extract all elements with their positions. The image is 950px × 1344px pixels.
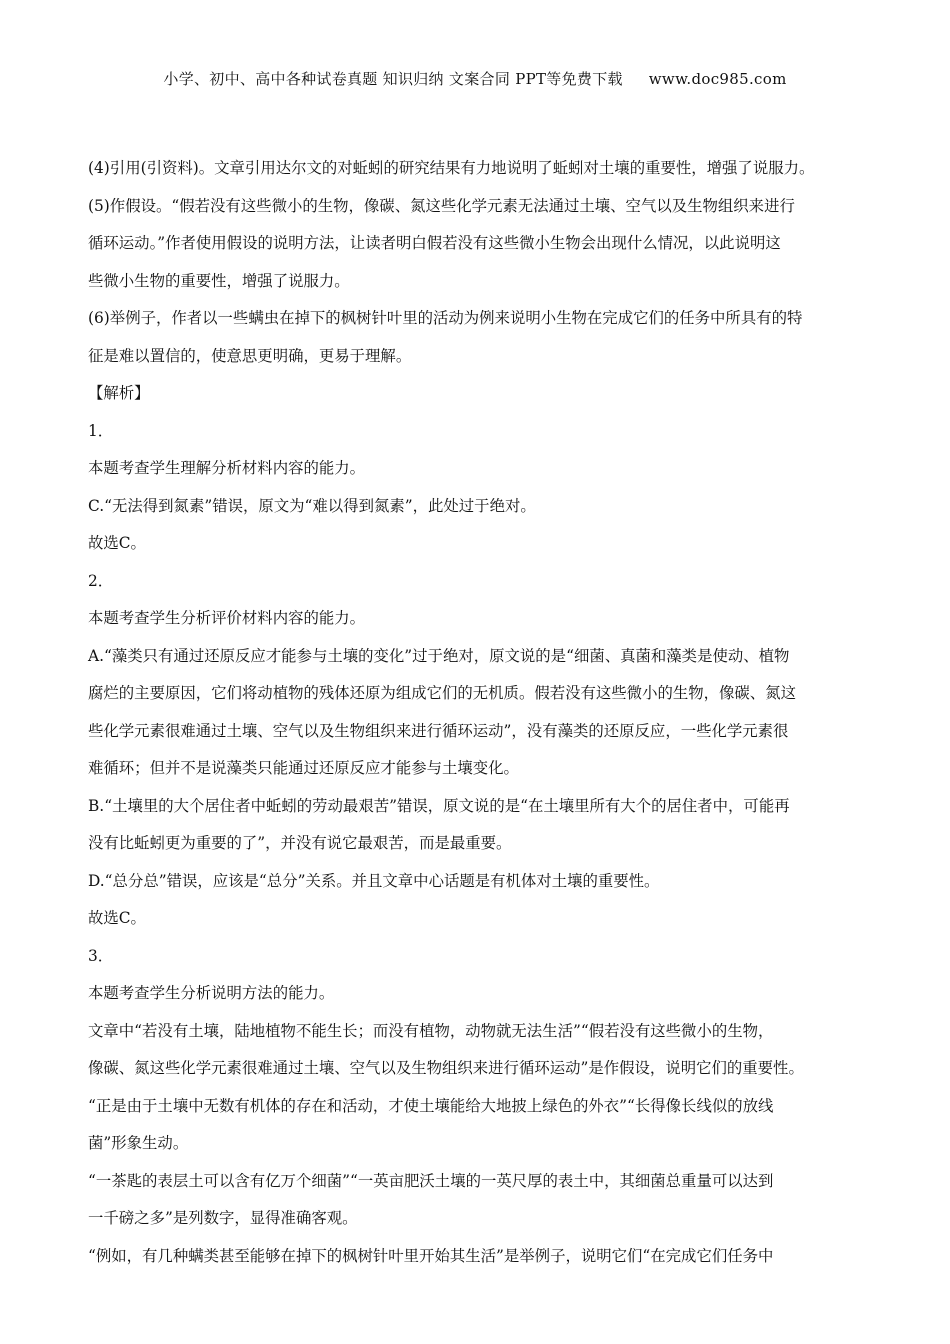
text-line: 腐烂的主要原因，它们将动植物的残体还原为组成它们的无机质。假若没有这些微小的生物，像碳、氮这 — [88, 684, 796, 702]
text-line: (5)作假设。“假若没有这些微小的生物，像碳、氮这些化学元素无法通过土壤、空气以及生物组织来进行 — [88, 196, 795, 215]
text-line: 难循环；但并不是说藻类只能通过还原反应才能参与土壤变化。 — [88, 759, 519, 777]
question-number: 3． — [88, 946, 114, 965]
text-line: A.“藻类只有通过还原反应才能参与土壤的变化”过于绝对，原文说的是“细菌、真菌和藻类是使动、植物 — [88, 646, 790, 665]
text-line: C.“无法得到氮素”错误，原文为“难以得到氮素”，此处过于绝对。 — [88, 496, 536, 515]
text-line: (4)引用(引资料)。文章引用达尔文的对蚯蚓的研究结果有力地说明了蚯蚓对土壤的重要性，增强了说服力。 — [88, 159, 815, 177]
text-line: “正是由于土壤中无数有机体的存在和活动，才使土壤能给大地披上绿色的外衣”“长得像长线似的放线 — [88, 1096, 774, 1115]
page-header — [0, 68, 950, 89]
text-line: 本题考查学生理解分析材料内容的能力。 — [88, 459, 366, 477]
text-line: 一千磅之多”是列数字，显得准确客观。 — [88, 1209, 358, 1227]
text-line: D.“总分总”错误，应该是“总分”关系。并且文章中心话题是有机体对土壤的重要性。 — [88, 871, 660, 890]
document-body — [88, 150, 868, 1275]
section-heading: 【解析】 — [88, 384, 150, 402]
header-text: 小学、初中、高中各种试卷真题 知识归纳 文案合同 PPT等免费下载 — [163, 70, 623, 88]
text-line: 文章中“若没有土壤，陆地植物不能生长；而没有植物，动物就无法生活”“假若没有这些微小的生物， — [88, 1021, 774, 1040]
text-line: 菌”形象生动。 — [88, 1134, 189, 1152]
text-line: 循环运动。”作者使用假设的说明方法，让读者明白假若没有这些微小生物会出现什么情况，以此说明这 — [88, 234, 781, 252]
text-line: (6)举例子，作者以一些螨虫在掉下的枫树针叶里的活动为例来说明小生物在完成它们的任务中所具有的特 — [88, 309, 803, 327]
text-line: 些化学元素很难通过土壤、空气以及生物组织来进行循环运动”，没有藻类的还原反应，一些化学元素很 — [88, 721, 789, 740]
text-line: 些微小生物的重要性，增强了说服力。 — [88, 271, 350, 290]
text-line: 征是难以置信的，使意思更明确，更易于理解。 — [88, 346, 412, 365]
text-line: 像碳、氮这些化学元素很难通过土壤、空气以及生物组织来进行循环运动”是作假设，说明它们的重要性。 — [88, 1059, 804, 1077]
text-line: 本题考查学生分析评价材料内容的能力。 — [88, 609, 366, 627]
question-number: 1． — [88, 421, 114, 440]
question-number: 2． — [88, 571, 114, 590]
header-url[interactable]: www.doc985.com — [648, 70, 787, 88]
answer-line: 故选C。 — [88, 534, 146, 552]
text-line: “一茶匙的表层土可以含有亿万个细菌”“一英亩肥沃土壤的一英尺厚的表土中，其细菌总重量可以达到 — [88, 1171, 774, 1190]
text-line: B.“土壤里的大个居住者中蚯蚓的劳动最艰苦”错误，原文说的是“在土壤里所有大个的居住者中，可能再 — [88, 796, 790, 815]
text-line: 本题考查学生分析说明方法的能力。 — [88, 984, 335, 1002]
text-line: “例如，有几种螨类甚至能够在掉下的枫树针叶里开始其生活”是举例子，说明它们“在完成它们任务中 — [88, 1246, 774, 1265]
answer-line: 故选C。 — [88, 909, 146, 927]
text-line: 没有比蚯蚓更为重要的了”，并没有说它最艰苦，而是最重要。 — [88, 834, 512, 852]
